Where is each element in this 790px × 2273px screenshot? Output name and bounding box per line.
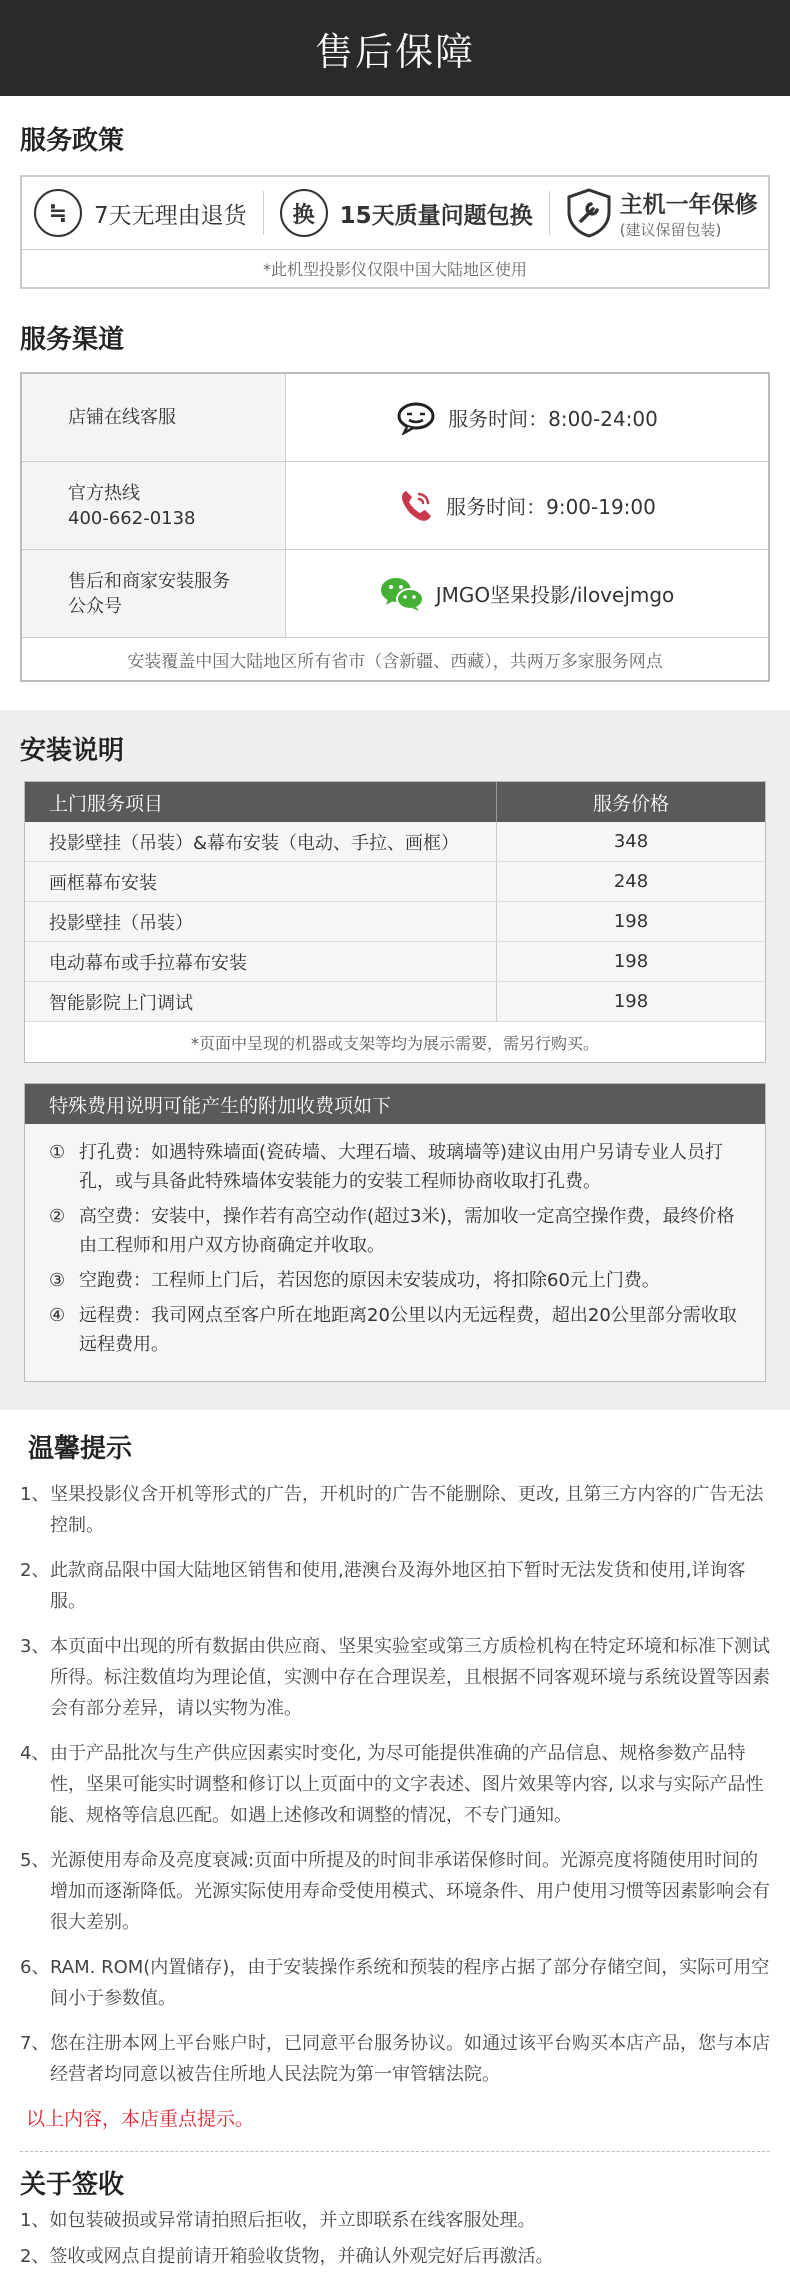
policy-section — [0, 120, 790, 289]
sign-section — [20, 2151, 770, 2273]
table-row: 电动幕布或手拉幕布安装 198 — [25, 942, 765, 982]
policy-row — [22, 177, 768, 249]
chat-bubble-icon — [396, 401, 436, 435]
list-item: ② 高空费：安装中，操作若有高空动作(超过3米)，需加收一定高空操作费，最终价格由工程师和用户双方协商确定并收取。 — [49, 1206, 735, 1256]
table-row: 投影壁挂（吊装） 198 — [25, 902, 765, 942]
wechat-account: JMGO坚果投影/ilovejmgo — [435, 583, 675, 607]
channel-label: 店铺在线客服 — [68, 407, 176, 428]
wechat-icon — [380, 575, 424, 613]
col-item: 上门服务项目 — [25, 782, 497, 822]
list-item: 1、 坚果投影仪含开机等形式的广告，开机时的广告不能删除、更改, 且第三方内容的广告无法控制。 — [20, 1484, 764, 1536]
hotline-number[interactable]: 400-662-0138 — [68, 507, 196, 529]
list-item: 2、 此款商品限中国大陆地区销售和使用,港澳台及海外地区拍下暂时无法发货和使用,详询客服。 — [20, 1560, 746, 1612]
policy-warranty-sub: (建议保留包装) — [619, 221, 722, 239]
channels-table — [20, 372, 770, 682]
list-item: 2、签收或网点自提前请开箱验收货物，并确认外观完好后再激活。 — [20, 2246, 554, 2267]
install-title: 安装说明 — [20, 736, 125, 766]
online-service-link[interactable] — [286, 374, 768, 461]
sign-title: 关于签收 — [20, 2170, 125, 2200]
policy-warranty-text: 主机一年保修 — [619, 192, 758, 218]
policy-exchange-text: 15天质量问题包换 — [339, 202, 533, 229]
list-item: 4、 由于产品批次与生产供应因素实时变化, 为尽可能提供准确的产品信息、规格参数产品特性，坚果可能实时调整和修订以上页面中的文字表述、图片效果等内容, 以求与实际产品性能、规格等信息匹配。如遇上述修改和调整的情况，不专门通知。 — [20, 1743, 764, 1826]
tips-section — [0, 1428, 790, 2131]
shield-wrench-icon — [566, 188, 612, 238]
policy-item-return — [34, 189, 247, 237]
return-icon: ≒ — [34, 189, 82, 237]
channel-row-hotline — [22, 462, 768, 550]
price-table — [24, 781, 766, 1063]
fee-list — [25, 1124, 765, 1381]
channels-section — [0, 319, 790, 682]
table-row: 画框幕布安装 248 — [25, 862, 765, 902]
tips-title: 温馨提示 — [28, 1434, 133, 1464]
tips-highlight: 以上内容，本店重点提示。 — [26, 2108, 255, 2130]
table-row: 投影壁挂（吊装）&幕布安装（电动、手拉、画框） 348 — [25, 822, 765, 862]
list-item: ④ 远程费：我司网点至客户所在地距离20公里以内无远程费，超出20公里部分需收取远程费用。 — [49, 1305, 737, 1355]
divider — [549, 191, 550, 235]
page-header — [0, 0, 790, 96]
policy-item-warranty — [566, 186, 758, 240]
list-item: 1、如包装破损或异常请拍照后拒收，并立即联系在线客服处理。 — [20, 2210, 536, 2231]
channels-title: 服务渠道 — [20, 325, 125, 355]
channel-time-online: 服务时间：8:00-24:00 — [448, 407, 658, 431]
exchange-icon: 换 — [280, 189, 328, 237]
page-title: 售后保障 — [314, 29, 475, 74]
policy-box — [20, 175, 770, 289]
list-item: 3、 本页面中出现的所有数据由供应商、坚果实验室或第三方质检机构在特定环境和标准下测试所得。标注数值均为理论值，实测中存在合理误差，且根据不同客观环境与系统设置等因素会有部分差异，请以实物为准。 — [20, 1636, 770, 1719]
list-item: ① 打孔费：如遇特殊墙面(瓷砖墙、大理石墙、玻璃墙等)建议由用户另请专业人员打孔，或与具备此特殊墙体安装能力的安装工程师协商收取打孔费。 — [49, 1142, 724, 1192]
channel-row-wechat — [22, 550, 768, 638]
policy-note: *此机型投影仪仅限中国大陆地区使用 — [22, 249, 768, 287]
channel-time-hotline: 服务时间：9:00-19:00 — [446, 495, 656, 519]
price-table-head — [25, 782, 765, 822]
fee-box — [24, 1083, 766, 1382]
channel-label: 售后和商家安装服务 — [68, 570, 230, 592]
list-item: 7、 您在注册本网上平台账户时，已同意平台服务协议。如通过该平台购买本店产品，您与本店经营者均同意以被告住所地人民法院为第一审管辖法院。 — [20, 2033, 770, 2085]
phone-icon — [398, 488, 434, 524]
fee-head: 特殊费用说明可能产生的附加收费项如下 — [25, 1084, 765, 1124]
policy-return-text: 7天无理由退货 — [94, 202, 247, 229]
channel-label: 官方热线 — [68, 482, 140, 504]
channels-note: 安装覆盖中国大陆地区所有省市（含新疆、西藏），共两万多家服务网点 — [127, 651, 663, 672]
policy-item-exchange — [280, 189, 533, 237]
list-item: ③ 空跑费：工程师上门后，若因您的原因未安装成功，将扣除60元上门费。 — [49, 1270, 660, 1291]
install-section — [0, 710, 790, 1410]
col-price: 服务价格 — [592, 792, 669, 815]
channel-row-online — [22, 374, 768, 462]
price-table-note: *页面中呈现的机器或支架等均为展示需要，需另行购买。 — [25, 1022, 765, 1062]
table-row: 智能影院上门调试 198 — [25, 982, 765, 1022]
divider — [263, 191, 264, 235]
list-item: 6、 RAM. ROM(内置储存)，由于安装操作系统和预装的程序占据了部分存储空间，实际可用空间小于参数值。 — [20, 1957, 770, 2009]
policy-title: 服务政策 — [20, 126, 125, 156]
channel-label: 公众号 — [68, 595, 122, 617]
list-item: 5、 光源使用寿命及亮度衰减:页面中所提及的时间非承诺保修时间。光源亮度将随使用时间的增加而逐渐降低。光源实际使用寿命受使用模式、环境条件、用户使用习惯等因素影响会有很大差别。 — [20, 1850, 770, 1933]
